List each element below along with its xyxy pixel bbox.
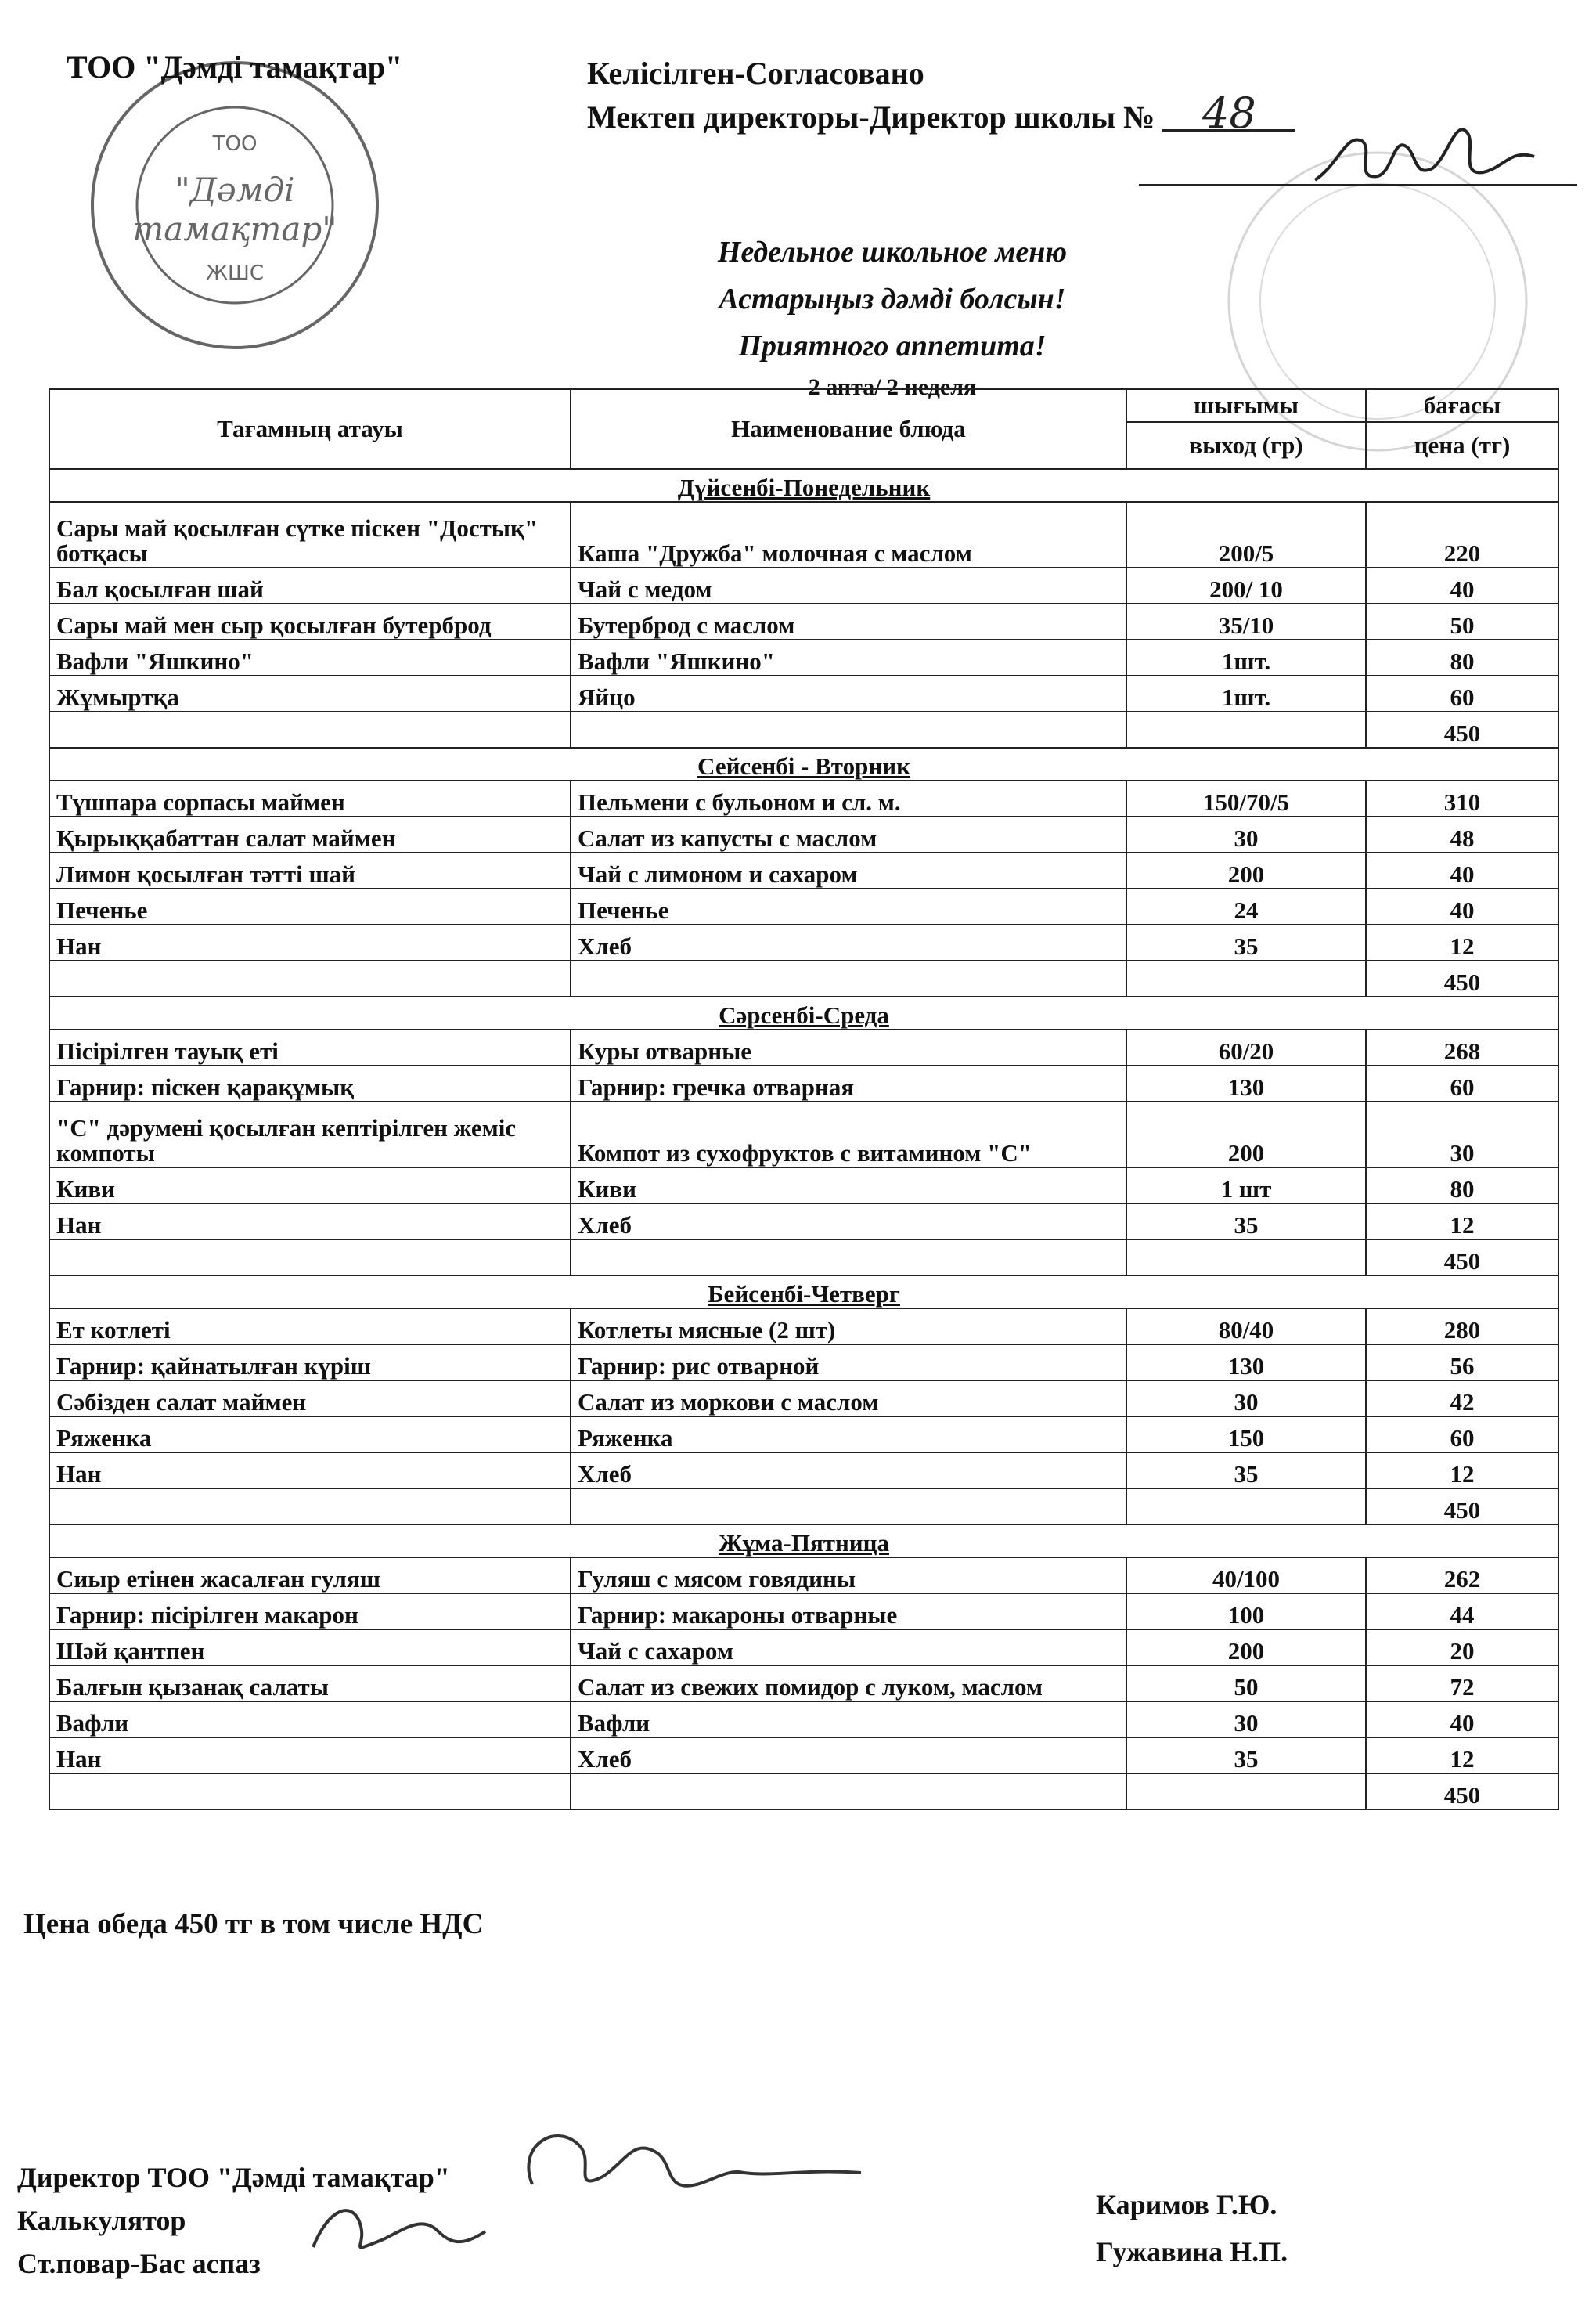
- dish-yield: 1шт.: [1126, 640, 1366, 676]
- dish-name-ru: Чай с лимоном и сахаром: [571, 853, 1126, 889]
- seal-name-line2: тамақтар": [132, 210, 337, 248]
- empty-cell: [1126, 1488, 1366, 1524]
- seal-org-type-kz: ЖШС: [206, 262, 264, 285]
- day-header-row: [49, 748, 1558, 781]
- footer-signature-1: [509, 2114, 884, 2216]
- table-header-row: [49, 389, 1558, 422]
- dish-name-ru: Чай с сахаром: [571, 1629, 1126, 1665]
- dish-price: 42: [1366, 1380, 1558, 1416]
- header-name-kz: Тағамның атауы: [49, 389, 571, 469]
- dish-price: 220: [1366, 502, 1558, 568]
- total-row: [49, 1239, 1558, 1275]
- dish-price: 40: [1366, 1701, 1558, 1737]
- dish-price: 60: [1366, 676, 1558, 712]
- day-header-row: [49, 997, 1558, 1030]
- approval-line-1: Келісілген-Согласовано: [587, 56, 924, 91]
- greeting-ru: Приятного аппетита!: [738, 330, 1047, 363]
- dish-price: 80: [1366, 640, 1558, 676]
- greeting-kz: Астарыңыз дәмді болсын!: [719, 283, 1066, 316]
- dish-name-kz: Гарнир: қайнатылған күріш: [49, 1344, 571, 1380]
- company-name: ТОО "Дәмді тамақтар": [67, 49, 403, 85]
- day-header-row: [49, 1524, 1558, 1557]
- dish-yield: 60/20: [1126, 1030, 1366, 1066]
- total-row: [49, 1773, 1558, 1809]
- table-row: [49, 568, 1558, 604]
- table-row: [49, 1701, 1558, 1737]
- empty-cell: [1126, 712, 1366, 748]
- dish-name-kz: Печенье: [49, 889, 571, 925]
- dish-name-kz: "С" дәрумені қосылған кептірілген жеміс компоты: [49, 1102, 571, 1167]
- total-row: [49, 961, 1558, 997]
- dish-name-ru: Ряженка: [571, 1416, 1126, 1452]
- day-total: 450: [1366, 1239, 1558, 1275]
- dish-price: 12: [1366, 1203, 1558, 1239]
- dish-yield: 30: [1126, 1701, 1366, 1737]
- dish-name-kz: Нан: [49, 1452, 571, 1488]
- day-header-row: [49, 1275, 1558, 1308]
- dish-price: 20: [1366, 1629, 1558, 1665]
- dish-price: 12: [1366, 1737, 1558, 1773]
- dish-yield: 1 шт: [1126, 1167, 1366, 1203]
- dish-yield: 200: [1126, 1102, 1366, 1167]
- dish-name-ru: Салат из свежих помидор с луком, маслом: [571, 1665, 1126, 1701]
- dish-name-kz: Нан: [49, 1737, 571, 1773]
- dish-name-kz: Ет котлеті: [49, 1308, 571, 1344]
- day-title: Сәрсенбі-Среда: [49, 997, 1558, 1030]
- header-name-ru: Наименование блюда: [571, 389, 1126, 469]
- dish-price: 80: [1366, 1167, 1558, 1203]
- dish-name-ru: Салат из моркови с маслом: [571, 1380, 1126, 1416]
- dish-yield: 30: [1126, 1380, 1366, 1416]
- dish-yield: 150/70/5: [1126, 781, 1366, 817]
- table-row: [49, 1308, 1558, 1344]
- table-row: [49, 502, 1558, 568]
- day-total: 450: [1366, 1773, 1558, 1809]
- day-total: 450: [1366, 1488, 1558, 1524]
- table-row: [49, 1030, 1558, 1066]
- empty-cell: [49, 1239, 571, 1275]
- dish-name-ru: Гарнир: рис отварной: [571, 1344, 1126, 1380]
- dish-price: 30: [1366, 1102, 1558, 1167]
- footer-director: Директор ТОО "Дәмді тамақтар": [17, 2162, 450, 2193]
- dish-name-ru: Каша "Дружба" молочная с маслом: [571, 502, 1126, 568]
- table-row: [49, 1344, 1558, 1380]
- table-row: [49, 1557, 1558, 1593]
- dish-name-kz: Гарнир: піскен қарақұмық: [49, 1066, 571, 1102]
- footer-name-1: Каримов Г.Ю.: [1096, 2189, 1277, 2220]
- empty-cell: [571, 712, 1126, 748]
- dish-name-ru: Куры отварные: [571, 1030, 1126, 1066]
- seal-org-type: ТОО: [212, 132, 258, 156]
- dish-yield: 200: [1126, 1629, 1366, 1665]
- day-title: Жұма-Пятница: [49, 1524, 1558, 1557]
- company-seal: [86, 56, 384, 354]
- empty-cell: [49, 712, 571, 748]
- empty-cell: [49, 1488, 571, 1524]
- footer-signature-2: [297, 2184, 501, 2271]
- dish-name-kz: Нан: [49, 925, 571, 961]
- dish-yield: 35/10: [1126, 604, 1366, 640]
- dish-yield: 35: [1126, 1203, 1366, 1239]
- dish-price: 60: [1366, 1066, 1558, 1102]
- table-row: [49, 640, 1558, 676]
- dish-price: 12: [1366, 925, 1558, 961]
- dish-name-ru: Салат из капусты с маслом: [571, 817, 1126, 853]
- dish-name-kz: Вафли "Яшкино": [49, 640, 571, 676]
- dish-yield: 200: [1126, 853, 1366, 889]
- dish-name-ru: Хлеб: [571, 1203, 1126, 1239]
- dish-price: 60: [1366, 1416, 1558, 1452]
- table-row: [49, 889, 1558, 925]
- menu-title: Недельное школьное меню: [717, 236, 1068, 269]
- header-yield-kz: шығымы: [1126, 389, 1366, 422]
- empty-cell: [571, 1773, 1126, 1809]
- dish-name-kz: Сары май мен сыр қосылған бутерброд: [49, 604, 571, 640]
- dish-price: 268: [1366, 1030, 1558, 1066]
- dish-price: 40: [1366, 853, 1558, 889]
- footer-name-2: Гужавина Н.П.: [1096, 2236, 1288, 2267]
- dish-name-ru: Компот из сухофруктов с витамином "С": [571, 1102, 1126, 1167]
- dish-name-ru: Гарнир: гречка отварная: [571, 1066, 1126, 1102]
- dish-yield: 130: [1126, 1066, 1366, 1102]
- empty-cell: [571, 961, 1126, 997]
- day-title: Бейсенбі-Четверг: [49, 1275, 1558, 1308]
- footer-chef: Ст.повар-Бас аспаз: [17, 2248, 261, 2279]
- dish-name-ru: Хлеб: [571, 1737, 1126, 1773]
- dish-name-kz: Шәй қантпен: [49, 1629, 571, 1665]
- dish-name-kz: Пісірілген тауық еті: [49, 1030, 571, 1066]
- dish-name-kz: Қырыққабаттан салат маймен: [49, 817, 571, 853]
- dish-name-ru: Киви: [571, 1167, 1126, 1203]
- dish-name-kz: Киви: [49, 1167, 571, 1203]
- dish-price: 72: [1366, 1665, 1558, 1701]
- dish-price: 48: [1366, 817, 1558, 853]
- table-row: [49, 1416, 1558, 1452]
- total-row: [49, 1488, 1558, 1524]
- dish-yield: 200/5: [1126, 502, 1366, 568]
- table-row: [49, 1452, 1558, 1488]
- dish-name-ru: Гарнир: макароны отварные: [571, 1593, 1126, 1629]
- day-header-row: [49, 469, 1558, 502]
- dish-price: 40: [1366, 568, 1558, 604]
- dish-price: 280: [1366, 1308, 1558, 1344]
- dish-name-kz: Ряженка: [49, 1416, 571, 1452]
- day-title: Дүйсенбі-Понедельник: [49, 469, 1558, 502]
- dish-name-ru: Котлеты мясные (2 шт): [571, 1308, 1126, 1344]
- dish-name-kz: Балғын қызанақ салаты: [49, 1665, 571, 1701]
- dish-name-kz: Жұмыртқа: [49, 676, 571, 712]
- seal-name-line1: "Дәмді: [175, 171, 295, 209]
- dish-name-ru: Хлеб: [571, 1452, 1126, 1488]
- dish-name-kz: Түшпара сорпасы маймен: [49, 781, 571, 817]
- dish-yield: 80/40: [1126, 1308, 1366, 1344]
- lunch-price-note: Цена обеда 450 тг в том числе НДС: [23, 1908, 484, 1940]
- dish-yield: 30: [1126, 817, 1366, 853]
- table-row: [49, 817, 1558, 853]
- dish-name-kz: Бал қосылған шай: [49, 568, 571, 604]
- table-row: [49, 1102, 1558, 1167]
- dish-price: 56: [1366, 1344, 1558, 1380]
- dish-name-kz: Сиыр етінен жасалған гуляш: [49, 1557, 571, 1593]
- table-row: [49, 1167, 1558, 1203]
- approval-director-label: Мектеп директоры-Директор школы №: [587, 99, 1155, 135]
- dish-name-ru: Яйцо: [571, 676, 1126, 712]
- week-label: 2 апта/ 2 неделя: [808, 374, 977, 400]
- school-number: 48: [1162, 98, 1295, 132]
- dish-yield: 35: [1126, 1737, 1366, 1773]
- dish-name-ru: Пельмени с бульоном и сл. м.: [571, 781, 1126, 817]
- dish-name-ru: Печенье: [571, 889, 1126, 925]
- dish-name-ru: Чай с медом: [571, 568, 1126, 604]
- dish-price: 310: [1366, 781, 1558, 817]
- director-signature: [1299, 102, 1558, 196]
- footer-calculator: Калькулятор: [17, 2205, 186, 2236]
- dish-yield: 35: [1126, 1452, 1366, 1488]
- empty-cell: [571, 1239, 1126, 1275]
- table-row: [49, 1665, 1558, 1701]
- dish-yield: 35: [1126, 925, 1366, 961]
- menu-table: [49, 388, 1559, 1810]
- dish-yield: 50: [1126, 1665, 1366, 1701]
- header-price-kz: бағасы: [1366, 389, 1558, 422]
- table-row: [49, 781, 1558, 817]
- empty-cell: [49, 961, 571, 997]
- table-row: [49, 676, 1558, 712]
- day-total: 450: [1366, 712, 1558, 748]
- empty-cell: [49, 1773, 571, 1809]
- dish-name-kz: Сәбізден салат маймен: [49, 1380, 571, 1416]
- dish-yield: 150: [1126, 1416, 1366, 1452]
- empty-cell: [1126, 961, 1366, 997]
- dish-price: 50: [1366, 604, 1558, 640]
- table-row: [49, 1203, 1558, 1239]
- day-title: Сейсенбі - Вторник: [49, 748, 1558, 781]
- dish-name-kz: Нан: [49, 1203, 571, 1239]
- dish-name-ru: Гуляш с мясом говядины: [571, 1557, 1126, 1593]
- dish-price: 12: [1366, 1452, 1558, 1488]
- table-row: [49, 1380, 1558, 1416]
- table-row: [49, 604, 1558, 640]
- table-row: [49, 1593, 1558, 1629]
- dish-yield: 1шт.: [1126, 676, 1366, 712]
- table-row: [49, 1629, 1558, 1665]
- empty-cell: [1126, 1773, 1366, 1809]
- table-row: [49, 925, 1558, 961]
- dish-name-kz: Лимон қосылған тәтті шай: [49, 853, 571, 889]
- dish-name-ru: Хлеб: [571, 925, 1126, 961]
- dish-price: 40: [1366, 889, 1558, 925]
- dish-name-ru: Вафли "Яшкино": [571, 640, 1126, 676]
- dish-name-ru: Бутерброд с маслом: [571, 604, 1126, 640]
- table-row: [49, 853, 1558, 889]
- approval-line-2: [587, 88, 1295, 138]
- dish-price: 44: [1366, 1593, 1558, 1629]
- dish-name-kz: Гарнир: пісірілген макарон: [49, 1593, 571, 1629]
- dish-price: 262: [1366, 1557, 1558, 1593]
- dish-yield: 24: [1126, 889, 1366, 925]
- dish-name-ru: Вафли: [571, 1701, 1126, 1737]
- dish-yield: 130: [1126, 1344, 1366, 1380]
- table-row: [49, 1737, 1558, 1773]
- table-row: [49, 1066, 1558, 1102]
- empty-cell: [571, 1488, 1126, 1524]
- header-price-ru: цена (тг): [1366, 422, 1558, 469]
- dish-name-kz: Вафли: [49, 1701, 571, 1737]
- header-yield-ru: выход (гр): [1126, 422, 1366, 469]
- dish-yield: 40/100: [1126, 1557, 1366, 1593]
- dish-yield: 200/ 10: [1126, 568, 1366, 604]
- dish-name-kz: Сары май қосылған сүтке піскен "Достық" ботқасы: [49, 502, 571, 568]
- total-row: [49, 712, 1558, 748]
- dish-yield: 100: [1126, 1593, 1366, 1629]
- signature-line: [1139, 184, 1577, 186]
- day-total: 450: [1366, 961, 1558, 997]
- empty-cell: [1126, 1239, 1366, 1275]
